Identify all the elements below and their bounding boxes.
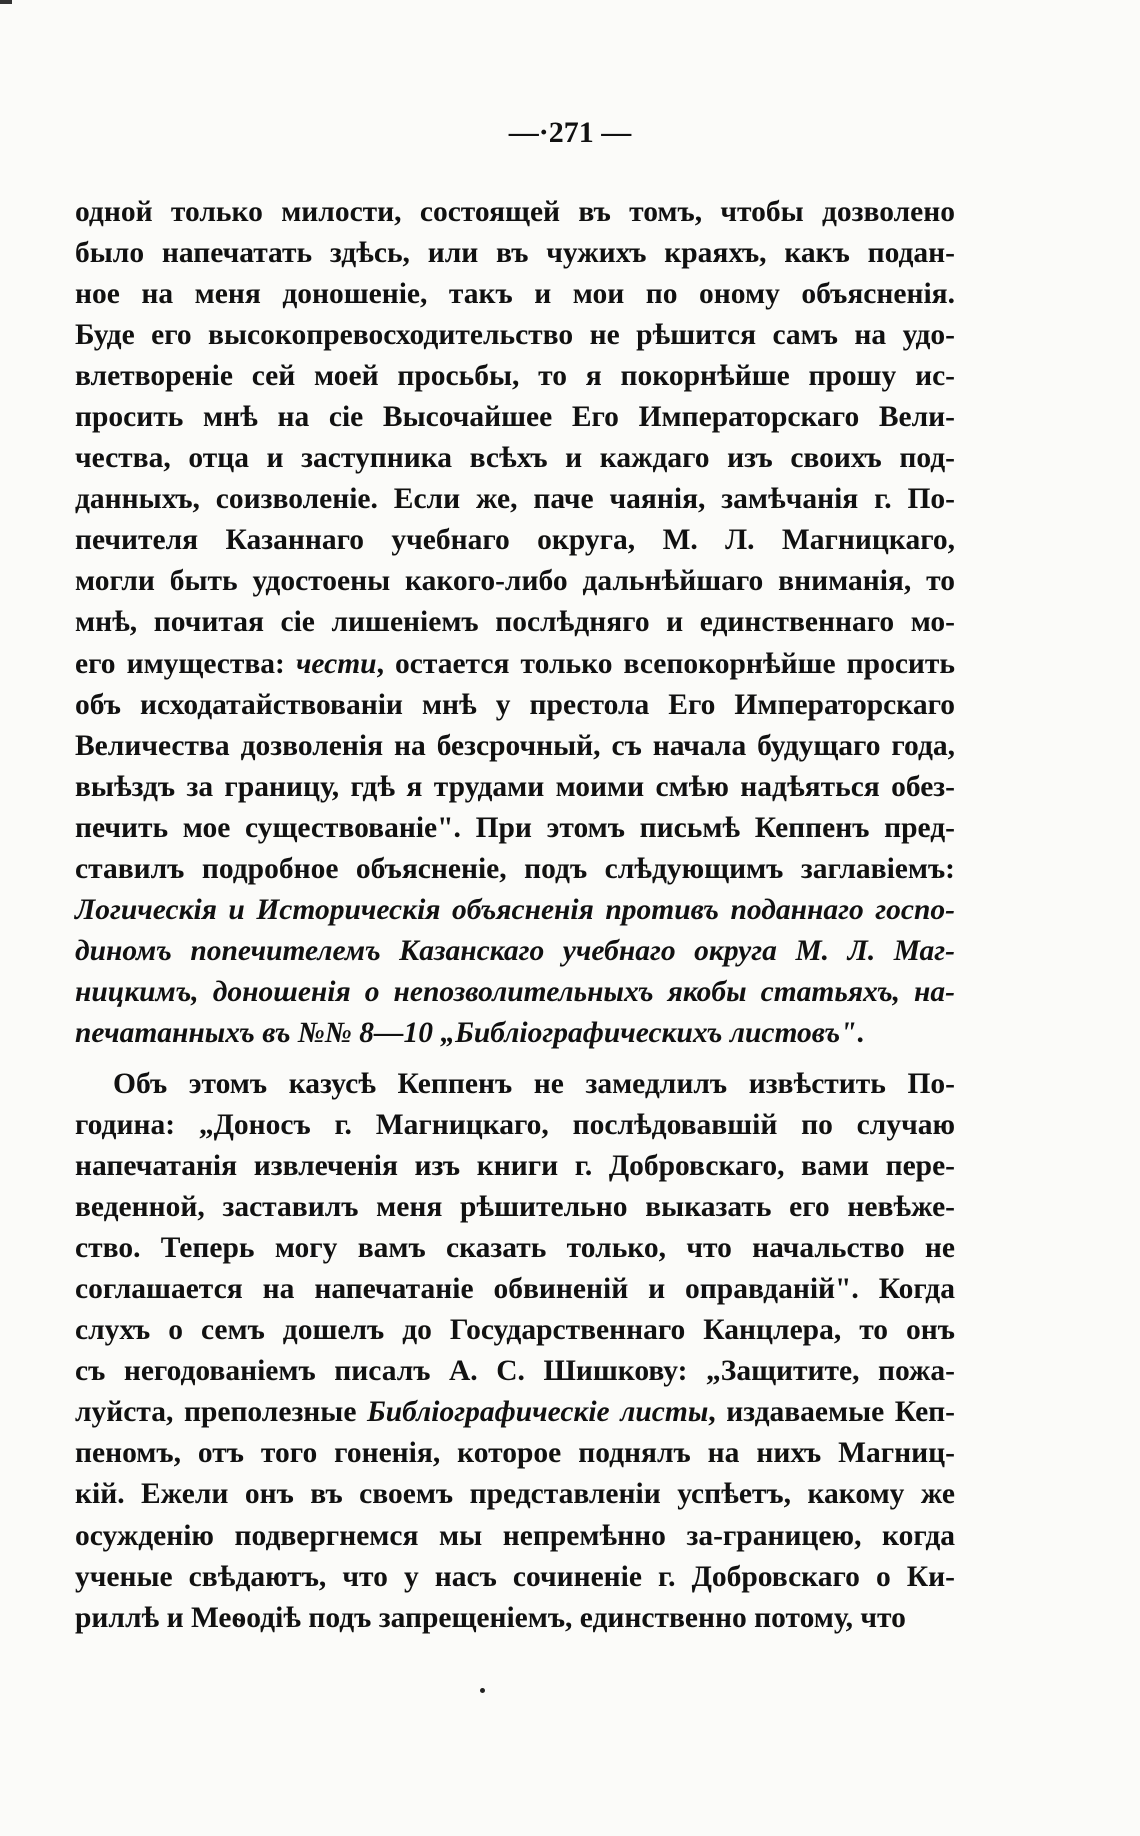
text-segment: съ негодованіемъ писалъ А. С. Шишкову: „Защитите, пожа- — [75, 1355, 955, 1388]
text-segment: влетвореніе сей моей просьбы, то я покорнѣйше прошу ис- — [75, 360, 955, 393]
page-dot-mark — [480, 1688, 485, 1693]
italic-segment: Библіографическіе листы — [367, 1396, 709, 1429]
text-segment: Объ этомъ казусѣ Кеппенъ не замедлилъ извѣстить По- — [113, 1067, 955, 1100]
text-segment: одной только милости, состоящей въ томъ, чтобы дозволено — [75, 196, 955, 228]
text-line — [75, 479, 955, 520]
page-number: —·271 — — [508, 116, 632, 149]
text-line — [75, 767, 955, 808]
text-segment: осужденію подвергнемся мы непремѣнно за-границею, когда — [75, 1519, 955, 1552]
text-line — [75, 972, 955, 1013]
text-segment: ставилъ подробное объясненіе, подъ слѣдующимъ заглавіемъ: — [75, 852, 955, 885]
text-line — [75, 1228, 955, 1269]
italic-segment: диномъ попечителемъ Казанскаго учебнаго округа М. Л. Маг- — [75, 934, 955, 967]
paragraph-2 — [75, 1064, 955, 1639]
paragraph-1 — [75, 192, 955, 1054]
text-line — [75, 438, 955, 479]
text-segment: луйста, преполезные — [75, 1396, 367, 1429]
text-segment: , остается только всепокорнѣйше просить — [376, 647, 956, 680]
text-line — [75, 1351, 955, 1392]
text-line — [75, 931, 955, 972]
text-line — [75, 397, 955, 438]
text-line — [75, 849, 955, 890]
text-line — [75, 233, 955, 274]
italic-segment: чести — [295, 647, 377, 680]
text-line — [75, 192, 955, 233]
text-segment: мнѣ, почитая сіе лишеніемъ послѣдняго и единственнаго мо- — [75, 606, 955, 639]
text-line — [75, 1013, 955, 1054]
text-segment: година: „Доносъ г. Магницкаго, послѣдовавшій по случаю — [75, 1109, 955, 1142]
text-line — [75, 1474, 955, 1515]
text-segment: было напечатать здѣсь, или въ чужихъ краяхъ, какъ подан- — [75, 237, 955, 270]
text-segment: пеномъ, отъ того гоненія, которое поднялъ на нихъ Магниц- — [75, 1437, 955, 1470]
text-line — [75, 356, 955, 397]
text-line — [75, 890, 955, 931]
text-line — [75, 1146, 955, 1187]
paragraph-gap — [75, 1054, 955, 1064]
text-segment: риллѣ и Меѳодіѣ подъ запрещеніемъ, единственно потому, что — [75, 1601, 906, 1634]
body-text — [75, 192, 955, 1639]
text-segment: могли быть удостоены какого-либо дальнѣйшаго вниманія, то — [75, 565, 955, 598]
text-segment: его имущества: — [75, 647, 296, 680]
text-line — [75, 1187, 955, 1228]
scan-edge-mark — [0, 0, 12, 4]
text-segment: печить мое существованіе". При этомъ письмѣ Кеппенъ пред- — [75, 811, 955, 844]
text-segment: ство. Теперь могу вамъ сказать только, что начальство не — [75, 1232, 955, 1265]
text-segment: слухъ о семъ дошелъ до Государственнаго Канцлера, то онъ — [75, 1314, 955, 1347]
text-line — [75, 274, 955, 315]
italic-segment: Логическія и Историческія объясненія противъ поданнаго госпо- — [75, 893, 955, 926]
text-line — [75, 1310, 955, 1351]
text-segment: просить мнѣ на сіе Высочайшее Его Императорскаго Вели- — [75, 401, 955, 434]
text-segment: веденной, заставилъ меня рѣшительно выказать его невѣже- — [75, 1191, 955, 1224]
text-segment: напечатанія извлеченія изъ книги г. Добровскаго, вами пере- — [75, 1150, 955, 1183]
text-line — [75, 602, 955, 643]
text-line — [75, 726, 955, 767]
text-line — [75, 561, 955, 602]
text-line — [75, 1269, 955, 1310]
text-segment: кій. Ежели онъ въ своемъ представленіи успѣетъ, какому же — [75, 1478, 955, 1511]
text-line — [75, 1433, 955, 1474]
text-segment: . — [856, 1016, 864, 1049]
text-line — [75, 808, 955, 849]
italic-segment: ницкимъ, доношенія о непозволительныхъ якобы статьяхъ, на- — [75, 975, 955, 1008]
text-segment: Величества дозволенія на безсрочный, съ начала будущаго года, — [75, 729, 955, 762]
text-line — [75, 1105, 955, 1146]
text-segment: выѣздъ за границу, гдѣ я трудами моими смѣю надѣяться обез- — [75, 770, 955, 803]
text-line — [75, 685, 955, 726]
text-line — [75, 644, 955, 685]
text-segment: , издаваемые Кеп- — [708, 1396, 955, 1429]
italic-segment: печатанныхъ въ №№ 8—10 „Библіографическихъ листовъ" — [75, 1016, 857, 1049]
text-line — [75, 1392, 955, 1433]
text-line — [75, 315, 955, 356]
text-line — [75, 1557, 955, 1598]
text-segment: данныхъ, соизволеніе. Если же, паче чаянія, замѣчанія г. По- — [75, 483, 955, 516]
text-line — [75, 1064, 955, 1105]
text-segment: печителя Казаннаго учебнаго округа, М. Л. Магницкаго, — [75, 524, 955, 557]
text-segment: чества, отца и заступника всѣхъ и каждаго изъ своихъ под- — [75, 442, 955, 475]
text-line — [75, 1516, 955, 1557]
text-segment: ное на меня доношеніе, такъ и мои по оному объясненія. — [75, 278, 955, 311]
text-line — [75, 1598, 955, 1639]
text-line — [75, 520, 955, 561]
text-segment: соглашается на напечатаніе обвиненій и оправданій". Когда — [75, 1273, 955, 1306]
text-segment: Буде его высокопревосходительство не рѣшится самъ на удо- — [75, 319, 955, 352]
text-segment: объ исходатайствованіи мнѣ у престола Его Императорскаго — [75, 688, 955, 721]
text-segment: ученые свѣдаютъ, что у насъ сочиненіе г. Добровскаго о Ки- — [75, 1560, 955, 1593]
